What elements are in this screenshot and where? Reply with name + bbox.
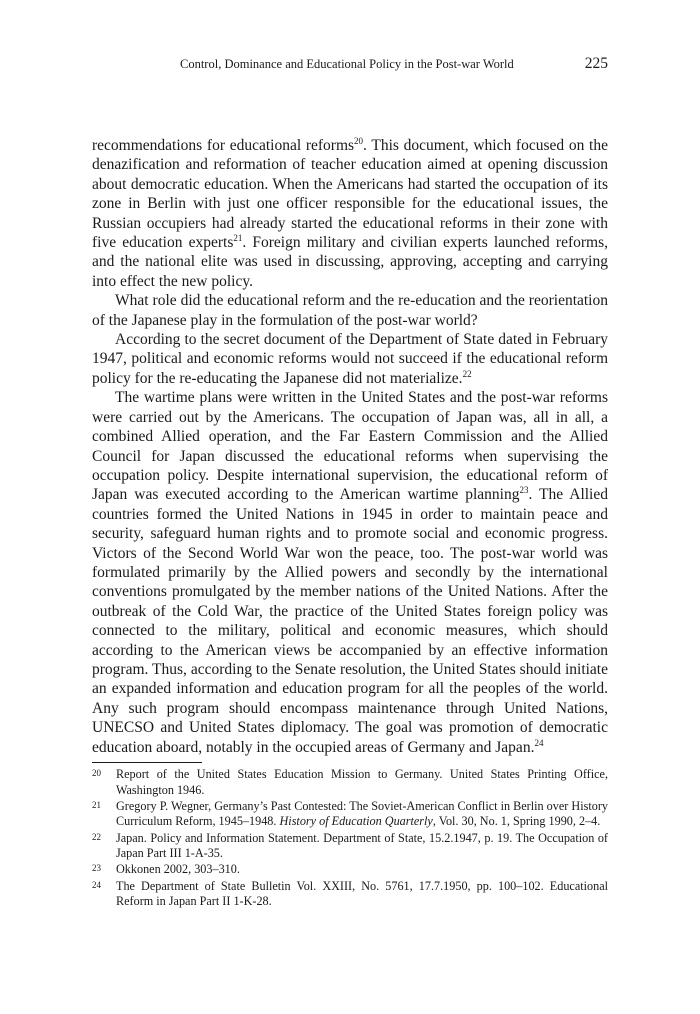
footnote-number: 23	[92, 863, 101, 874]
paragraph-1	[92, 136, 608, 291]
footnote-text: Okkonen 2002, 303–310.	[116, 862, 240, 877]
paragraph-3-text: According to the secret document of the Department of State dated in February 1947, political and economic reforms would not succeed if the educational reform policy for the re-educating the Japanese did not materialize.	[92, 331, 608, 387]
paragraph-1-text-b: . This document, which focused on the denazification and reformation of teacher education aimed at opening discussion about democratic education. When the Americans had started the occupation of its zone in Berlin with just one officer responsible for the educational issues, the Russian occupiers had already started the educational reforms in their zone with five education experts	[92, 137, 608, 252]
footnote-number: 21	[92, 799, 101, 810]
paragraph-3	[92, 330, 608, 388]
footnote-text: , Vol. 30, No. 1, Spring 1990, 2–4.	[432, 814, 601, 829]
footnote-number: 24	[92, 879, 101, 890]
footnote-21	[92, 799, 608, 830]
footnote-text: The Department of State Bulletin Vol. XXIII, No. 5761, 17.7.1950, pp. 100–102. Educational Reform in Japan Part II 1-K-28.	[116, 878, 608, 909]
footnote-rule	[92, 762, 202, 763]
running-title: Control, Dominance and Educational Policy in the Post-war World	[180, 57, 514, 71]
footnote-journal-title: History of Education Quarterly	[279, 814, 433, 829]
footnote-text: Gregory P. Wegner, Germany’s Past Contested: The Soviet-American Conflict in Berlin over History Curriculum Reform, 1945–1948.	[116, 798, 608, 829]
footnotes	[92, 767, 608, 910]
paragraph-4	[92, 388, 608, 757]
footnote-22	[92, 831, 608, 862]
paragraph-4-text-a: The wartime plans were written in the United States and the post-war reforms were carried out by the Americans. The occupation of Japan was, all in all, a combined Allied operation, and the Far Eastern Commission and the Allied Council for Japan discussed the educational reforms when supervising the occupation policy. Despite international supervision, the educational reform of Japan was executed according to the American wartime planning	[92, 389, 608, 504]
footnote-text: Report of the United States Education Mission to Germany. United States Printing Office, Washington 1946.	[116, 767, 608, 797]
footnote-text: Japan. Policy and Information Statement. Department of State, 15.2.1947, p. 19. The Occupation of Japan Part III 1-A-35.	[116, 830, 608, 861]
footnote-ref-24[interactable]: 24	[534, 737, 544, 748]
footnote-number: 22	[92, 831, 101, 842]
paragraph-1-text-c: . Foreign military and civilian experts launched reforms, and the national elite was used in discussing, approving, accepting and carrying into effect the new policy.	[92, 234, 608, 290]
paragraph-1-text-a: recommendations for educational reforms	[92, 137, 355, 154]
paragraph-2: What role did the educational reform and the re-education and the reorientation of the Japanese play in the formulation of the post-war world?	[92, 292, 608, 329]
footnote-20	[92, 767, 608, 798]
footnote-ref-21[interactable]: 21	[233, 232, 243, 243]
body-text	[92, 136, 608, 757]
page-number: 225	[584, 55, 608, 72]
running-head	[92, 54, 608, 74]
paragraph-4-text-b: . The Allied countries formed the United Nations in 1945 in order to maintain peace and security, safeguard human rights and to promote social and economic progress. Victors of the Second World War won the peace, too. The post-war world was formulated primarily by the Allied powers and secondly by the international conventions promulgated by the member nations of the United Nations. After the outbreak of the Cold War, the practice of the United States foreign policy was connected to the military, political and economic measures, which should according to the American views be accompanied by an effective information program. Thus, according to the Senate resolution, the United States should initiate an expanded information and education program for all the peoples of the world. Any such program should encompass maintenance through United Nations, UNECSO and United States diplomacy. The goal was promotion of democratic education aboard, notably in the occupied areas of Germany and Japan.	[92, 486, 608, 756]
footnote-ref-23[interactable]: 23	[519, 485, 529, 496]
footnote-ref-20[interactable]: 20	[354, 135, 364, 146]
footnote-number: 20	[92, 768, 101, 778]
footnote-24	[92, 879, 608, 910]
footnote-23	[92, 862, 608, 878]
footnote-ref-22[interactable]: 22	[462, 368, 472, 379]
